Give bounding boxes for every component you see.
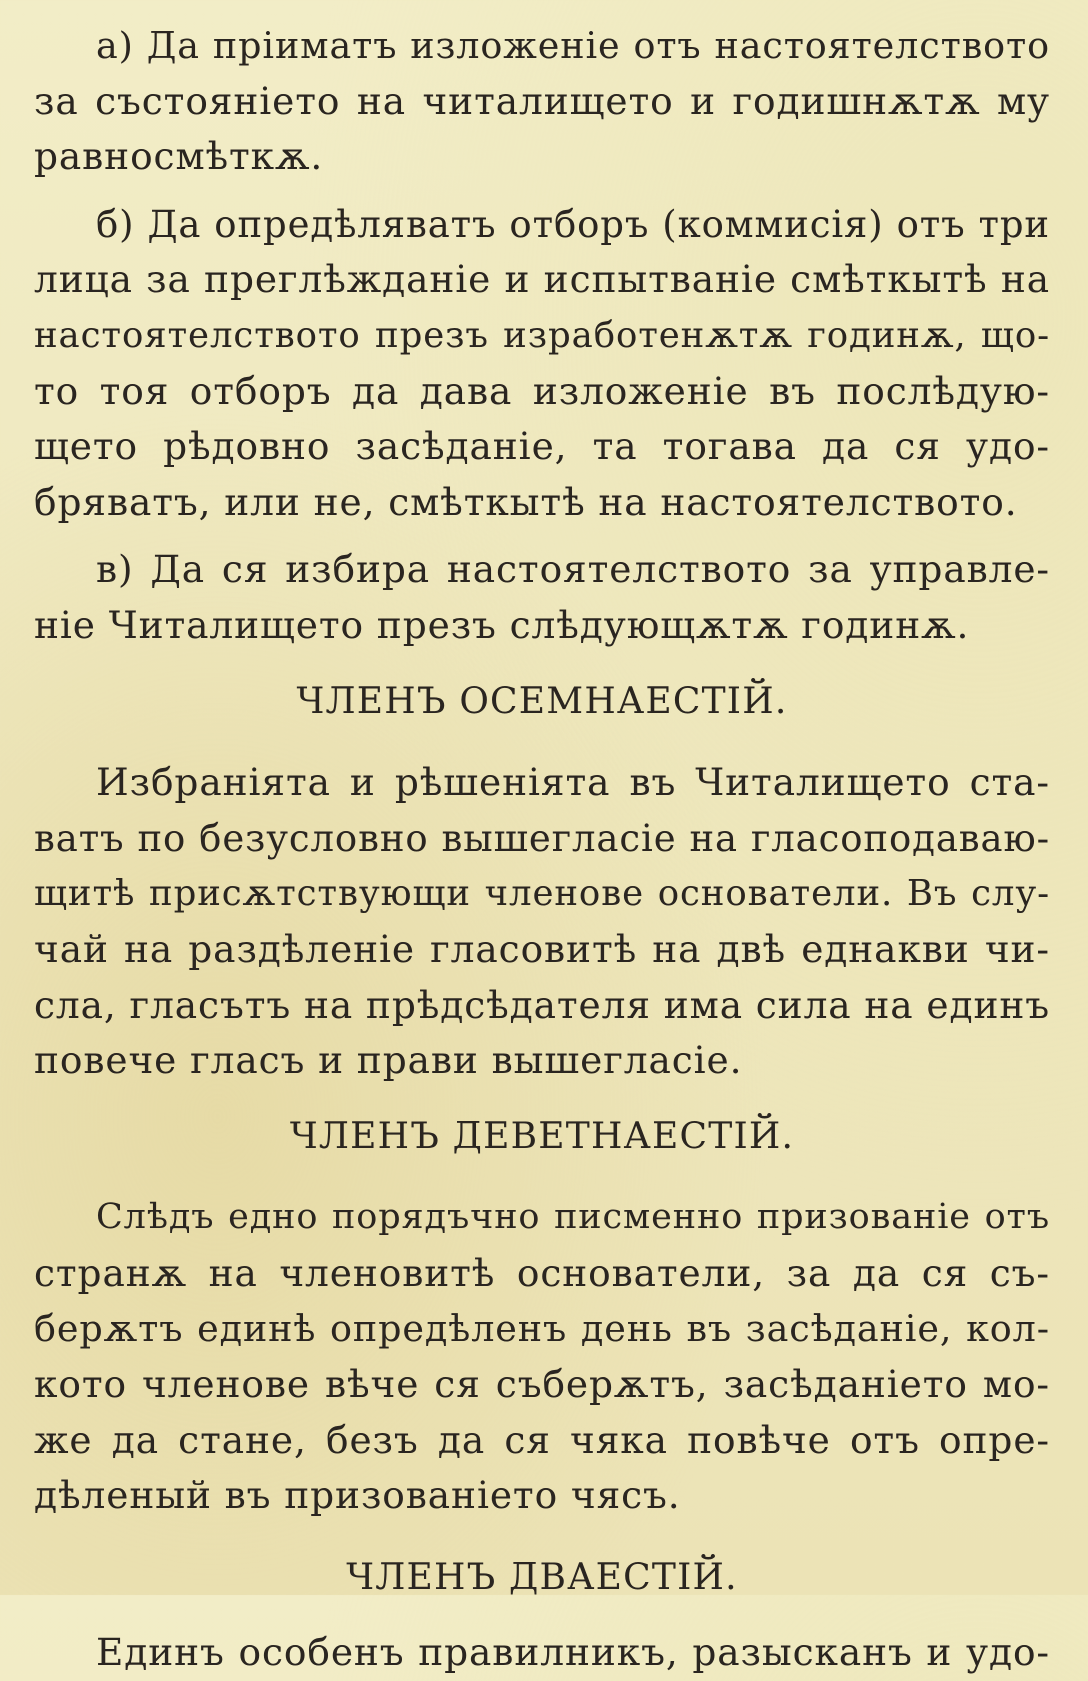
paragraph-line: странѫ на членовитѣ основатели, за да ся съ-: [34, 1250, 1050, 1295]
paragraph-line: повече гласъ и прави вышегласіе.: [34, 1038, 743, 1083]
paragraph-line: ніе Читалището презъ слѣдующѫтѫ годинѫ.: [34, 602, 970, 647]
paragraph-line: равносмѣткѫ.: [34, 134, 324, 179]
paragraph-line: сла, гласътъ на прѣдсѣдателя има сила на единъ: [34, 982, 1050, 1027]
paragraph-b: [34, 197, 1050, 531]
paragraph-line: кото членове вѣче ся съберѫтъ, засѣданіето мо-: [34, 1362, 1050, 1407]
paragraph-v: [34, 542, 1050, 653]
paragraph-line: за състояніето на читалището и годишнѫтѫ му: [34, 78, 1050, 123]
paragraph-line: Слѣдъ едно порядъчно писменно призованіе отъ: [96, 1197, 1050, 1238]
paragraph-line: дѣленый въ призованіето чясъ.: [34, 1473, 681, 1518]
paragraph-line: б) Да опредѣляватъ отборъ (коммисія) отъ три: [96, 202, 1050, 246]
paragraph-line: бряватъ, или не, смѣткытѣ на настоятелството.: [34, 479, 1018, 524]
paragraph-article-20: [34, 1625, 1050, 1681]
paragraph-line: в) Да ся избира настоятелството за управле-: [96, 547, 1050, 592]
paragraph-line: ватъ по безусловно вышегласіе на гласоподаваю-: [34, 816, 1050, 860]
paragraph-line: щитѣ присѫтствующи членове основатели. Въ слу-: [34, 873, 1050, 915]
paragraph-line: настоятелството презъ изработенѫтѫ годинѫ, що-: [34, 314, 1050, 356]
paragraph-line: берѫтъ единѣ опредѣленъ день въ засѣданіе, кол-: [34, 1307, 1050, 1351]
article-heading-20: ЧЛЕНЪ ДВАЕСТІЙ.: [346, 1556, 738, 1598]
document-page: [34, 18, 1050, 1675]
paragraph-line: то тоя отборъ да дава изложеніе въ послѣдую-: [34, 368, 1050, 413]
article-heading-19: ЧЛЕНЪ ДЕВЕТНАЕСТІЙ.: [289, 1115, 795, 1157]
paragraph-line: Избраніята и рѣшеніята въ Читалището ста-: [96, 760, 1050, 805]
paragraph-line: а) Да пріиматъ изложеніе отъ настоятелството: [96, 24, 1050, 67]
article-heading-18: ЧЛЕНЪ ОСЕМНАЕСТІЙ.: [296, 680, 788, 722]
paragraph-line: Единъ особенъ правилникъ, разысканъ и удо-: [96, 1630, 1050, 1675]
paragraph-article-19: [34, 1190, 1050, 1524]
paragraph-line: щето рѣдовно засѣданіе, та тогава да ся удо-: [34, 424, 1050, 469]
paragraph-a: [34, 18, 1050, 185]
paragraph-line: же да стане, безъ да ся чяка повѣче отъ опре-: [34, 1417, 1050, 1462]
paragraph-line: лица за преглѣжданіе и испытваніе смѣткытѣ на: [34, 257, 1050, 302]
paragraph-line: чай на раздѣленіе гласовитѣ на двѣ еднакви чи-: [34, 926, 1050, 971]
paragraph-article-18: [34, 755, 1050, 1089]
